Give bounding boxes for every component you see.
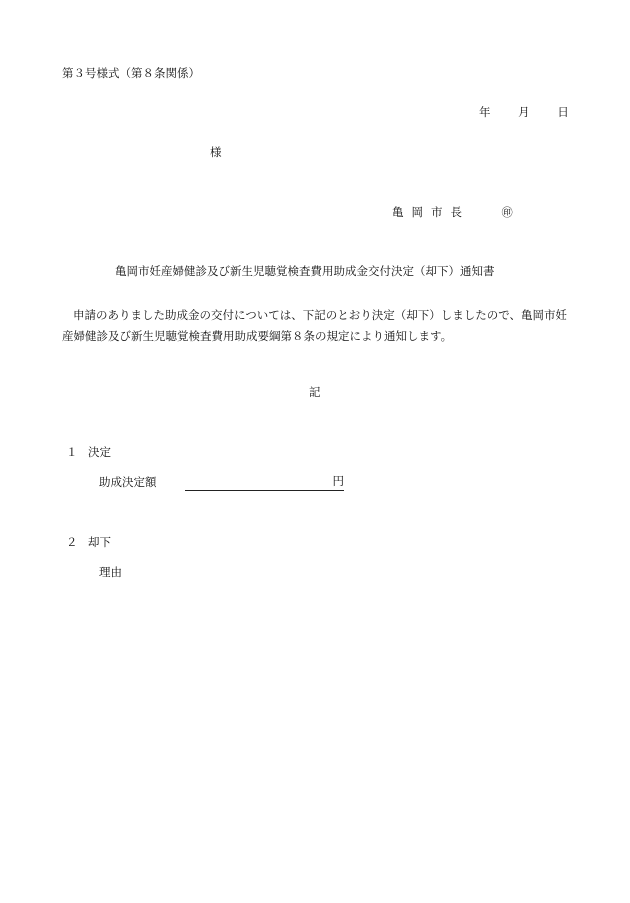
section-decision-title: 決定 — [88, 445, 111, 459]
section-decision-heading — [66, 447, 111, 459]
body-text: 申請のありました助成金の交付については、下記のとおり決定（却下）しましたので、亀岡市妊産婦健診及び新生児聴覚検査費用助成要綱第８条の規定により通知します。 — [62, 308, 568, 343]
section-rejection-number: ２ — [66, 535, 78, 549]
rejection-reason-label: 理由 — [99, 565, 122, 579]
section-rejection-title: 却下 — [88, 535, 111, 549]
amount-unit: 円 — [332, 474, 344, 488]
form-number: 第３号様式（第８条関係） — [62, 66, 200, 80]
date-year-label: 年 — [479, 105, 491, 119]
date-month-label: 月 — [518, 105, 530, 119]
decision-amount-field — [185, 476, 344, 491]
issuer-name: 亀岡市長 — [392, 205, 470, 219]
section-rejection-heading — [66, 537, 111, 549]
seal-icon: ㊞ — [501, 206, 513, 219]
recipient-honorific: 様 — [210, 145, 222, 159]
document-title: 亀岡市妊産婦健診及び新生児聴覚検査費用助成金交付決定（却下）通知書 — [115, 264, 495, 278]
date-day-label: 日 — [557, 105, 569, 119]
section-decision-number: １ — [66, 445, 78, 459]
issuer — [392, 207, 513, 219]
decision-amount-label: 助成決定額 — [99, 475, 157, 489]
date-line — [479, 107, 569, 119]
record-heading: 記 — [309, 385, 321, 399]
